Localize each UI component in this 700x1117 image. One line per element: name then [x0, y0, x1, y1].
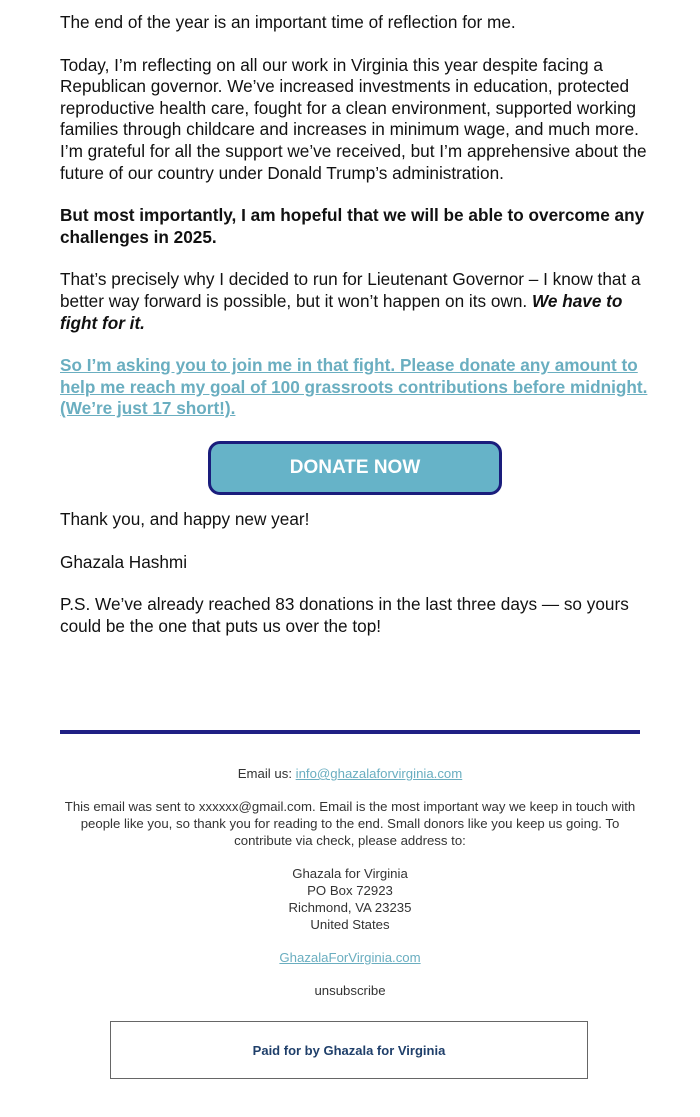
website-link[interactable]: GhazalaForVirginia.com	[279, 950, 421, 965]
address-org: Ghazala for Virginia	[292, 866, 408, 881]
postscript: P.S. We’ve already reached 83 donations in the last three days — so yours could be the one that puts us over the top!	[60, 594, 629, 636]
address-po-box: PO Box 72923	[307, 883, 393, 898]
paid-for-disclaimer: Paid for by Ghazala for Virginia	[110, 1021, 588, 1079]
sent-notice: This email was sent to xxxxxx@gmail.com. Email is the most important way we keep in touch with people like you, so thank you for reading to the end. Small donors like you keep us going. To contribute via check, please address to:	[64, 799, 636, 848]
fight-emphasis: We have to fight for it.	[60, 290, 623, 333]
contact-email-link[interactable]: info@ghazalaforvirginia.com	[295, 766, 463, 781]
email-label: Email us:	[237, 766, 296, 781]
contact-line	[60, 765, 640, 782]
address-country: United States	[310, 917, 390, 932]
unsubscribe-link[interactable]: unsubscribe	[314, 983, 386, 998]
website-line	[60, 949, 640, 966]
paragraph-reflection: The end of the year is an important time of reflection for me.	[60, 12, 516, 32]
footer	[60, 765, 640, 1015]
paragraph-hopeful: But most importantly, I am hopeful that we will be able to overcome any challenges in 2025.	[60, 205, 645, 247]
donate-now-button[interactable]: DONATE NOW	[208, 441, 502, 495]
donate-button-row	[60, 441, 650, 495]
paragraph-virginia-work: Today, I’m reflecting on all our work in Virginia this year despite facing a Republican governor. We’ve increased investments in education, protected reproductive health care, fought for a clean environment, supported working families through childcare and increases in minimum wage, and much more. I’m grateful for all the support we’ve received, but I’m apprehensive about the future of our country under Donald Trump’s administration.	[60, 54, 647, 183]
email-body	[60, 12, 650, 658]
thank-you-line: Thank you, and happy new year!	[60, 508, 310, 529]
address-city: Richmond, VA 23235	[288, 900, 412, 915]
lt-gov-text: That’s precisely why I decided to run for Lieutenant Governor – I know that a better way forward is possible, but it won’t happen on its own.	[60, 269, 641, 311]
paragraph-lieutenant-governor	[60, 269, 650, 334]
donate-cta-link[interactable]: So I’m asking you to join me in that fight. Please donate any amount to help me reach my goal of 100 grassroots contributions before midnight. (We’re just 17 short!).	[60, 355, 648, 419]
signature: Ghazala Hashmi	[60, 551, 188, 572]
mailing-address	[60, 865, 640, 933]
footer-divider	[60, 730, 640, 734]
